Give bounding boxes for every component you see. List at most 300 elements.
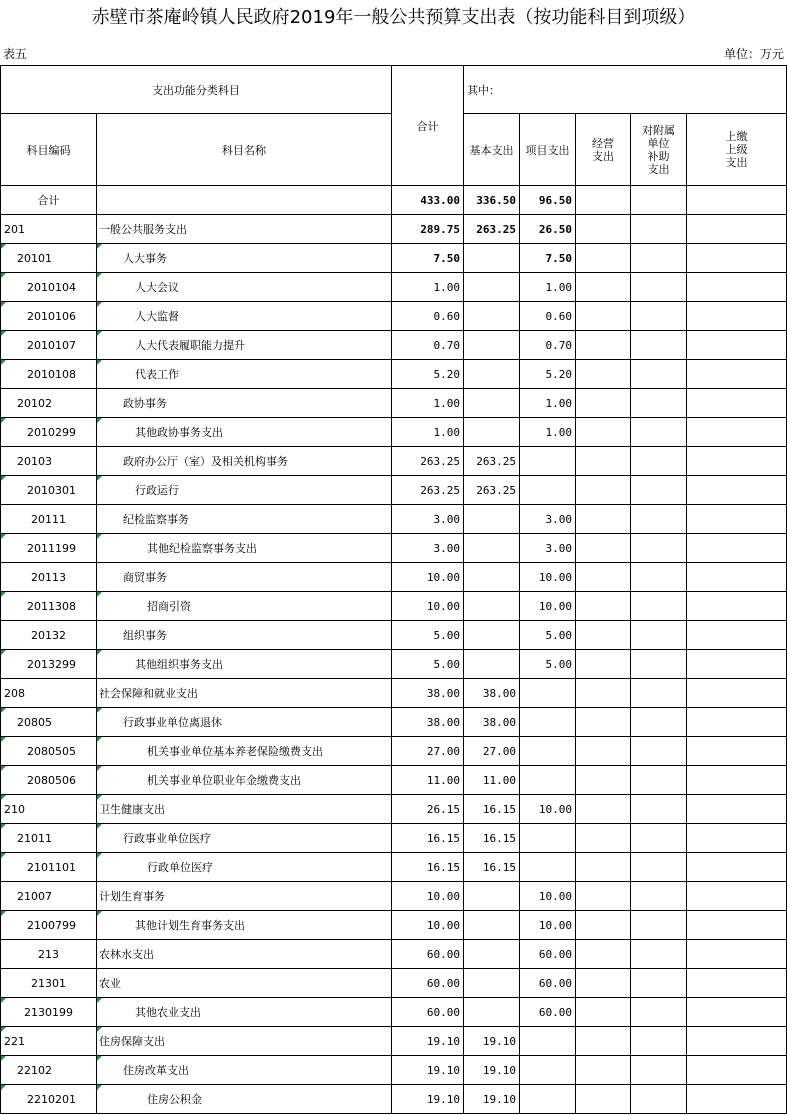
- row-operating: [576, 737, 631, 766]
- row-total: 0.60: [392, 302, 464, 331]
- row-operating: [576, 795, 631, 824]
- row-basic: 38.00: [464, 708, 520, 737]
- subject-code-text: 20805: [17, 715, 52, 729]
- header-category: 支出功能分类科目: [1, 66, 392, 114]
- row-basic: 19.10: [464, 1027, 520, 1056]
- cell-marker-icon: [97, 360, 102, 365]
- row-operating: [576, 621, 631, 650]
- subject-code: [1, 505, 97, 534]
- subject-name-text: 人大监督: [135, 310, 179, 323]
- table-row: [1, 244, 787, 273]
- row-project: [520, 679, 576, 708]
- subject-name: [97, 795, 392, 824]
- row-basic: [464, 969, 520, 998]
- subject-code: [1, 882, 97, 911]
- subject-code: [1, 679, 97, 708]
- row-operating: [576, 998, 631, 1027]
- subject-name: [97, 447, 392, 476]
- row-subsidy: [631, 737, 687, 766]
- row-operating: [576, 1056, 631, 1085]
- row-operating: [576, 940, 631, 969]
- subject-name: [97, 708, 392, 737]
- table-row: [1, 476, 787, 505]
- table-row: [1, 679, 787, 708]
- row-remit: [687, 563, 787, 592]
- row-basic: [464, 273, 520, 302]
- cell-marker-icon: [97, 824, 102, 829]
- row-total: 16.15: [392, 853, 464, 882]
- row-remit: [687, 737, 787, 766]
- row-total: 1.00: [392, 273, 464, 302]
- row-operating: [576, 563, 631, 592]
- row-subsidy: [631, 563, 687, 592]
- row-subsidy: [631, 389, 687, 418]
- subject-name: [97, 273, 392, 302]
- row-total: 19.10: [392, 1027, 464, 1056]
- cell-marker-icon: [97, 534, 102, 539]
- row-subsidy: [631, 1085, 687, 1114]
- row-subsidy: [631, 244, 687, 273]
- subject-name: [97, 737, 392, 766]
- subject-code-text: 21007: [17, 889, 52, 903]
- row-total: 38.00: [392, 679, 464, 708]
- row-basic: [464, 505, 520, 534]
- row-total: 60.00: [392, 998, 464, 1027]
- unit-label: 单位：万元: [723, 47, 784, 61]
- subject-name-text: 其他政协事务支出: [135, 426, 223, 439]
- row-operating: [576, 360, 631, 389]
- row-project: 5.00: [520, 621, 576, 650]
- row-project: 10.00: [520, 882, 576, 911]
- subject-code: [1, 215, 97, 244]
- row-total: 19.10: [392, 1056, 464, 1085]
- row-subsidy: [631, 679, 687, 708]
- row-operating: [576, 215, 631, 244]
- row-remit: [687, 505, 787, 534]
- subject-name: [97, 766, 392, 795]
- row-operating: [576, 302, 631, 331]
- cell-marker-icon: [97, 737, 102, 742]
- subject-name-text: 农林水支出: [99, 948, 154, 961]
- subject-name: [97, 534, 392, 563]
- row-project: 7.50: [520, 244, 576, 273]
- total-label: 合计: [1, 186, 97, 215]
- row-basic: [464, 650, 520, 679]
- subject-name: [97, 389, 392, 418]
- total-name-cell: [97, 186, 392, 215]
- row-subsidy: [631, 824, 687, 853]
- subject-name-text: 机关事业单位职业年金缴费支出: [147, 774, 301, 787]
- cell-marker-icon: [97, 650, 102, 655]
- row-total: 60.00: [392, 969, 464, 998]
- subject-code: [1, 389, 97, 418]
- row-remit: [687, 418, 787, 447]
- subject-code-text: 213: [38, 947, 59, 961]
- cell-marker-icon: [1, 331, 6, 336]
- row-operating: [576, 1085, 631, 1114]
- subject-name-text: 政府办公厅（室）及相关机构事务: [123, 455, 288, 468]
- subject-code-text: 2010107: [27, 338, 76, 352]
- subject-code-text: 2080505: [27, 744, 76, 758]
- row-project: [520, 824, 576, 853]
- subject-code: [1, 795, 97, 824]
- row-project: 10.00: [520, 563, 576, 592]
- subject-name-text: 其他计划生育事务支出: [135, 919, 245, 932]
- subject-code: [1, 1027, 97, 1056]
- cell-marker-icon: [1, 360, 6, 365]
- subject-name-text: 纪检监察事务: [123, 513, 189, 526]
- row-operating: [576, 592, 631, 621]
- row-subsidy: [631, 621, 687, 650]
- row-total: 5.20: [392, 360, 464, 389]
- table-row: [1, 447, 787, 476]
- cell-marker-icon: [97, 273, 102, 278]
- subject-code: [1, 1085, 97, 1114]
- subject-name: [97, 650, 392, 679]
- subject-name-text: 行政运行: [135, 484, 179, 497]
- row-basic: 27.00: [464, 737, 520, 766]
- row-total: 1.00: [392, 418, 464, 447]
- row-subsidy: [631, 708, 687, 737]
- row-subsidy: [631, 911, 687, 940]
- row-project: 60.00: [520, 998, 576, 1027]
- row-total: 1.00: [392, 389, 464, 418]
- subject-name: [97, 244, 392, 273]
- table-row: [1, 1056, 787, 1085]
- cell-marker-icon: [1, 244, 6, 249]
- row-remit: [687, 708, 787, 737]
- cell-marker-icon: [1, 766, 6, 771]
- row-basic: [464, 534, 520, 563]
- cell-marker-icon: [1, 853, 6, 858]
- cell-marker-icon: [97, 766, 102, 771]
- row-operating: [576, 534, 631, 563]
- row-remit: [687, 969, 787, 998]
- subject-name-text: 行政事业单位离退休: [123, 716, 222, 729]
- cell-marker-icon: [1, 708, 6, 713]
- total-basic: 336.50: [464, 186, 520, 215]
- row-remit: [687, 1056, 787, 1085]
- subject-code: [1, 534, 97, 563]
- subject-code: [1, 940, 97, 969]
- subject-code-text: 2010301: [27, 483, 76, 497]
- row-remit: [687, 447, 787, 476]
- cell-marker-icon: [1, 795, 6, 800]
- row-subsidy: [631, 795, 687, 824]
- header-operating: 经营 支出: [576, 114, 631, 186]
- subject-code-text: 208: [4, 686, 25, 700]
- row-remit: [687, 853, 787, 882]
- row-total: 10.00: [392, 882, 464, 911]
- row-basic: 19.10: [464, 1085, 520, 1114]
- cell-marker-icon: [97, 244, 102, 249]
- row-operating: [576, 766, 631, 795]
- row-remit: [687, 882, 787, 911]
- subject-code: [1, 650, 97, 679]
- subject-code-text: 20101: [17, 251, 52, 265]
- table-row: [1, 592, 787, 621]
- subject-name: [97, 476, 392, 505]
- subject-name-text: 卫生健康支出: [99, 803, 165, 816]
- subject-code-text: 210: [4, 802, 25, 816]
- subject-name-text: 人大事务: [123, 252, 167, 265]
- subject-code-text: 2130199: [24, 1005, 73, 1019]
- row-basic: 11.00: [464, 766, 520, 795]
- table-row: [1, 998, 787, 1027]
- table-row: [1, 940, 787, 969]
- cell-marker-icon: [1, 1027, 6, 1032]
- table-row: [1, 563, 787, 592]
- row-basic: [464, 911, 520, 940]
- row-project: 1.00: [520, 273, 576, 302]
- table-row: [1, 650, 787, 679]
- row-subsidy: [631, 650, 687, 679]
- subject-name: [97, 621, 392, 650]
- row-total: 5.00: [392, 621, 464, 650]
- row-remit: [687, 592, 787, 621]
- subject-code: [1, 563, 97, 592]
- cell-marker-icon: [97, 708, 102, 713]
- row-project: 5.00: [520, 650, 576, 679]
- row-total: 0.70: [392, 331, 464, 360]
- row-total: 26.15: [392, 795, 464, 824]
- subject-name: [97, 882, 392, 911]
- subject-code: [1, 418, 97, 447]
- subject-code-text: 21301: [31, 976, 66, 990]
- table-row: [1, 766, 787, 795]
- subject-code-text: 22102: [17, 1063, 52, 1077]
- subject-name: [97, 215, 392, 244]
- row-project: [520, 1027, 576, 1056]
- cell-marker-icon: [1, 302, 6, 307]
- header-remit: 上缴 上级 支出: [687, 114, 787, 186]
- table-row: [1, 360, 787, 389]
- row-subsidy: [631, 882, 687, 911]
- row-subsidy: [631, 331, 687, 360]
- total-remit: [687, 186, 787, 215]
- subject-name-text: 行政单位医疗: [147, 861, 213, 874]
- subject-code: [1, 273, 97, 302]
- subject-name: [97, 998, 392, 1027]
- subject-name: [97, 1056, 392, 1085]
- row-remit: [687, 650, 787, 679]
- subject-code: [1, 853, 97, 882]
- cell-marker-icon: [1, 592, 6, 597]
- table-row: [1, 273, 787, 302]
- table-row: [1, 853, 787, 882]
- table-row: [1, 418, 787, 447]
- row-operating: [576, 708, 631, 737]
- subject-name-text: 一般公共服务支出: [99, 223, 187, 236]
- cell-marker-icon: [97, 998, 102, 1003]
- header-code: 科目编码: [1, 114, 97, 186]
- subject-code: [1, 331, 97, 360]
- subject-name-text: 招商引资: [147, 600, 191, 613]
- cell-marker-icon: [1, 1056, 6, 1061]
- cell-marker-icon: [97, 911, 102, 916]
- row-operating: [576, 244, 631, 273]
- subject-code: [1, 592, 97, 621]
- subject-name-text: 住房保障支出: [99, 1035, 165, 1048]
- row-remit: [687, 476, 787, 505]
- row-project: 10.00: [520, 795, 576, 824]
- cell-marker-icon: [1, 998, 6, 1003]
- subject-code-text: 20132: [31, 628, 66, 642]
- subject-name-text: 计划生育事务: [99, 890, 165, 903]
- subject-name: [97, 505, 392, 534]
- row-basic: 263.25: [464, 215, 520, 244]
- row-basic: [464, 621, 520, 650]
- row-project: [520, 766, 576, 795]
- total-amount: 433.00: [392, 186, 464, 215]
- subject-code: [1, 824, 97, 853]
- row-subsidy: [631, 592, 687, 621]
- subject-code: [1, 621, 97, 650]
- row-total: 10.00: [392, 563, 464, 592]
- row-project: [520, 476, 576, 505]
- table-row: [1, 505, 787, 534]
- subject-name-text: 其他农业支出: [135, 1006, 201, 1019]
- header-project: 项目支出: [520, 114, 576, 186]
- subject-code: [1, 766, 97, 795]
- subject-name: [97, 592, 392, 621]
- subject-code: [1, 969, 97, 998]
- row-total: 16.15: [392, 824, 464, 853]
- table-row: [1, 824, 787, 853]
- cell-marker-icon: [97, 331, 102, 336]
- header-total: 合计: [392, 66, 464, 186]
- subject-name: [97, 331, 392, 360]
- subject-code: [1, 447, 97, 476]
- subject-code-text: 2010299: [27, 425, 76, 439]
- row-operating: [576, 447, 631, 476]
- row-operating: [576, 476, 631, 505]
- subject-code-text: 2011199: [27, 541, 76, 555]
- row-project: 10.00: [520, 911, 576, 940]
- subject-code: [1, 911, 97, 940]
- subject-name-text: 其他纪检监察事务支出: [147, 542, 257, 555]
- row-subsidy: [631, 853, 687, 882]
- row-remit: [687, 534, 787, 563]
- row-remit: [687, 998, 787, 1027]
- header-basic: 基本支出: [464, 114, 520, 186]
- row-project: [520, 737, 576, 766]
- subject-name-text: 农业: [99, 977, 121, 990]
- total-subsidy: [631, 186, 687, 215]
- row-operating: [576, 650, 631, 679]
- subject-code-text: 2010108: [27, 367, 76, 381]
- row-project: [520, 708, 576, 737]
- row-remit: [687, 766, 787, 795]
- subject-name-text: 住房改革支出: [123, 1064, 189, 1077]
- subject-name-text: 其他组织事务支出: [135, 658, 223, 671]
- cell-marker-icon: [1, 476, 6, 481]
- cell-marker-icon: [97, 476, 102, 481]
- row-remit: [687, 215, 787, 244]
- row-operating: [576, 418, 631, 447]
- subject-code-text: 2100799: [27, 918, 76, 932]
- row-operating: [576, 273, 631, 302]
- table-row: [1, 534, 787, 563]
- subject-name: [97, 418, 392, 447]
- subject-name-text: 人大代表履职能力提升: [135, 339, 245, 352]
- subject-name: [97, 1027, 392, 1056]
- row-remit: [687, 940, 787, 969]
- page-title: 赤壁市茶庵岭镇人民政府2019年一般公共预算支出表（按功能科目到项级）: [91, 7, 696, 28]
- row-subsidy: [631, 476, 687, 505]
- row-basic: [464, 882, 520, 911]
- subject-name: [97, 969, 392, 998]
- cell-marker-icon: [1, 737, 6, 742]
- row-operating: [576, 853, 631, 882]
- row-basic: 38.00: [464, 679, 520, 708]
- row-subsidy: [631, 273, 687, 302]
- cell-marker-icon: [97, 418, 102, 423]
- table-row: [1, 737, 787, 766]
- subject-code-text: 2013299: [27, 657, 76, 671]
- row-basic: [464, 940, 520, 969]
- table-row: [1, 389, 787, 418]
- row-total: 27.00: [392, 737, 464, 766]
- row-operating: [576, 882, 631, 911]
- subject-code: [1, 244, 97, 273]
- cell-marker-icon: [97, 1056, 102, 1061]
- row-operating: [576, 679, 631, 708]
- subject-code-text: 2080506: [27, 773, 76, 787]
- table-row: [1, 215, 787, 244]
- cell-marker-icon: [1, 418, 6, 423]
- row-remit: [687, 1027, 787, 1056]
- row-remit: [687, 360, 787, 389]
- row-project: 60.00: [520, 940, 576, 969]
- row-operating: [576, 331, 631, 360]
- row-basic: [464, 302, 520, 331]
- subject-code-text: 221: [4, 1034, 25, 1048]
- row-subsidy: [631, 969, 687, 998]
- subject-name: [97, 679, 392, 708]
- cell-marker-icon: [97, 302, 102, 307]
- row-remit: [687, 1085, 787, 1114]
- row-project: [520, 1085, 576, 1114]
- row-operating: [576, 911, 631, 940]
- row-project: [520, 447, 576, 476]
- row-subsidy: [631, 1027, 687, 1056]
- subject-name-text: 人大会议: [135, 281, 179, 294]
- row-total: 5.00: [392, 650, 464, 679]
- subject-name: [97, 940, 392, 969]
- row-project: 1.00: [520, 389, 576, 418]
- row-total: 263.25: [392, 476, 464, 505]
- header-subsidy: 对附属 单位 补助 支出: [631, 114, 687, 186]
- table-row: [1, 708, 787, 737]
- row-basic: 263.25: [464, 447, 520, 476]
- row-remit: [687, 911, 787, 940]
- table-row: [1, 302, 787, 331]
- row-basic: [464, 592, 520, 621]
- row-project: 0.60: [520, 302, 576, 331]
- subject-code: [1, 998, 97, 1027]
- row-subsidy: [631, 360, 687, 389]
- row-remit: [687, 273, 787, 302]
- table-row: [1, 1085, 787, 1114]
- row-total: 60.00: [392, 940, 464, 969]
- row-project: [520, 853, 576, 882]
- row-project: 26.50: [520, 215, 576, 244]
- row-basic: [464, 244, 520, 273]
- cell-marker-icon: [1, 534, 6, 539]
- subject-name-text: 机关事业单位基本养老保险缴费支出: [147, 745, 323, 758]
- row-basic: [464, 998, 520, 1027]
